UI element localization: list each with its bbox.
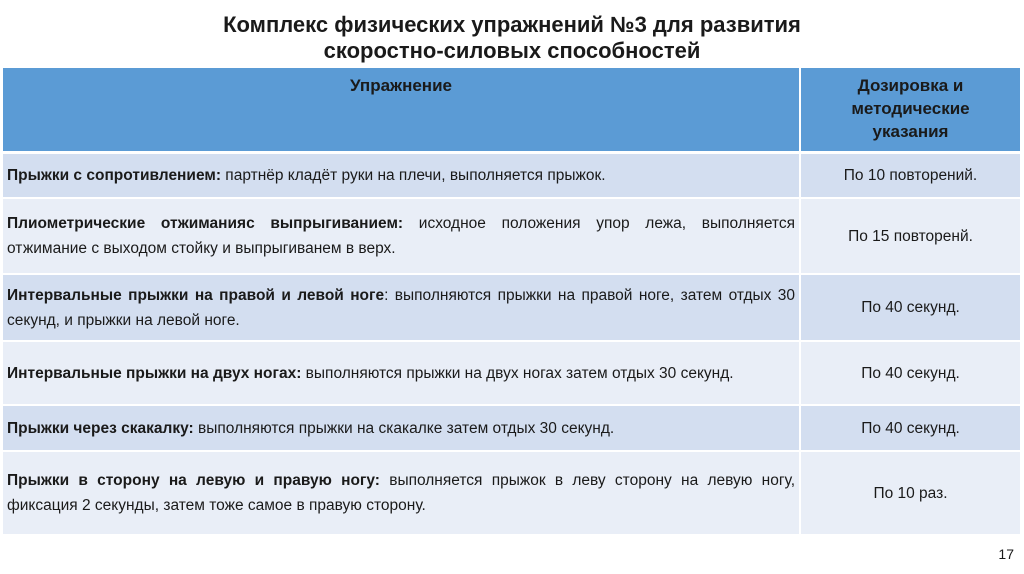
column-header-dosage: Дозировка и методические указания: [800, 68, 1020, 152]
dosage-cell: По 10 раз.: [800, 451, 1020, 535]
page-number: 17: [998, 546, 1014, 562]
exercise-name: Плиометрические отжиманияс выпрыгиванием:: [7, 215, 404, 232]
exercise-name: Интервальные прыжки на двух ногах:: [7, 364, 302, 382]
table-row: [3, 341, 1020, 405]
table-row: [3, 198, 1020, 274]
dosage-cell: По 10 повторений.: [800, 152, 1020, 198]
dosage-cell: По 40 секунд.: [800, 341, 1020, 405]
table-row: [3, 274, 1020, 341]
exercise-name: Прыжки через скакалку:: [7, 419, 194, 437]
slide-title-line1: Комплекс физических упражнений №3 для развития: [223, 12, 801, 37]
dosage-cell: По 40 секунд.: [800, 274, 1020, 341]
exercise-description: выполняются прыжки на скакалке затем отдых 30 секунд.: [193, 419, 615, 437]
exercise-cell: [3, 405, 800, 451]
exercise-description: выполняются прыжки на двух ногах затем отдых 30 секунд.: [301, 364, 734, 382]
exercise-cell: [3, 451, 800, 535]
dosage-cell: По 40 секунд.: [800, 405, 1020, 451]
exercise-name: Прыжки с сопротивлением:: [7, 166, 221, 184]
exercise-description: : выполняются прыжки на правой ноге, затем отдых 30 секунд, и прыжки на левой ноге.: [7, 286, 795, 329]
table-header-row: [3, 68, 1020, 152]
table-row: [3, 152, 1020, 198]
exercise-cell: [3, 341, 800, 405]
table-row: [3, 451, 1020, 535]
exercise-name: Интервальные прыжки на правой и левой ноге: [7, 286, 385, 304]
exercise-description: исходное положения упор лежа, выполняется отжимание с выходом стойку и выпрыгиванем в верх.: [7, 215, 795, 257]
exercise-cell: [3, 198, 800, 274]
column-header-exercise: Упражнение: [3, 68, 800, 152]
exercise-table: [3, 68, 1020, 536]
exercise-name: Прыжки в сторону на левую и правую ногу:: [7, 472, 380, 489]
table-row: [3, 405, 1020, 451]
exercise-description: выполняется прыжок в леву сторону на левую ногу, фиксация 2 секунды, затем тоже самое в правую сторону.: [7, 472, 796, 514]
exercise-cell: [3, 152, 800, 198]
exercise-description: партнёр кладёт руки на плечи, выполняется прыжок.: [221, 166, 606, 184]
slide-title: [0, 12, 1024, 64]
dosage-cell: По 15 повторенй.: [800, 198, 1020, 274]
exercise-cell: [3, 274, 800, 341]
slide-title-line2: скоростно-силовых способностей: [323, 38, 701, 63]
